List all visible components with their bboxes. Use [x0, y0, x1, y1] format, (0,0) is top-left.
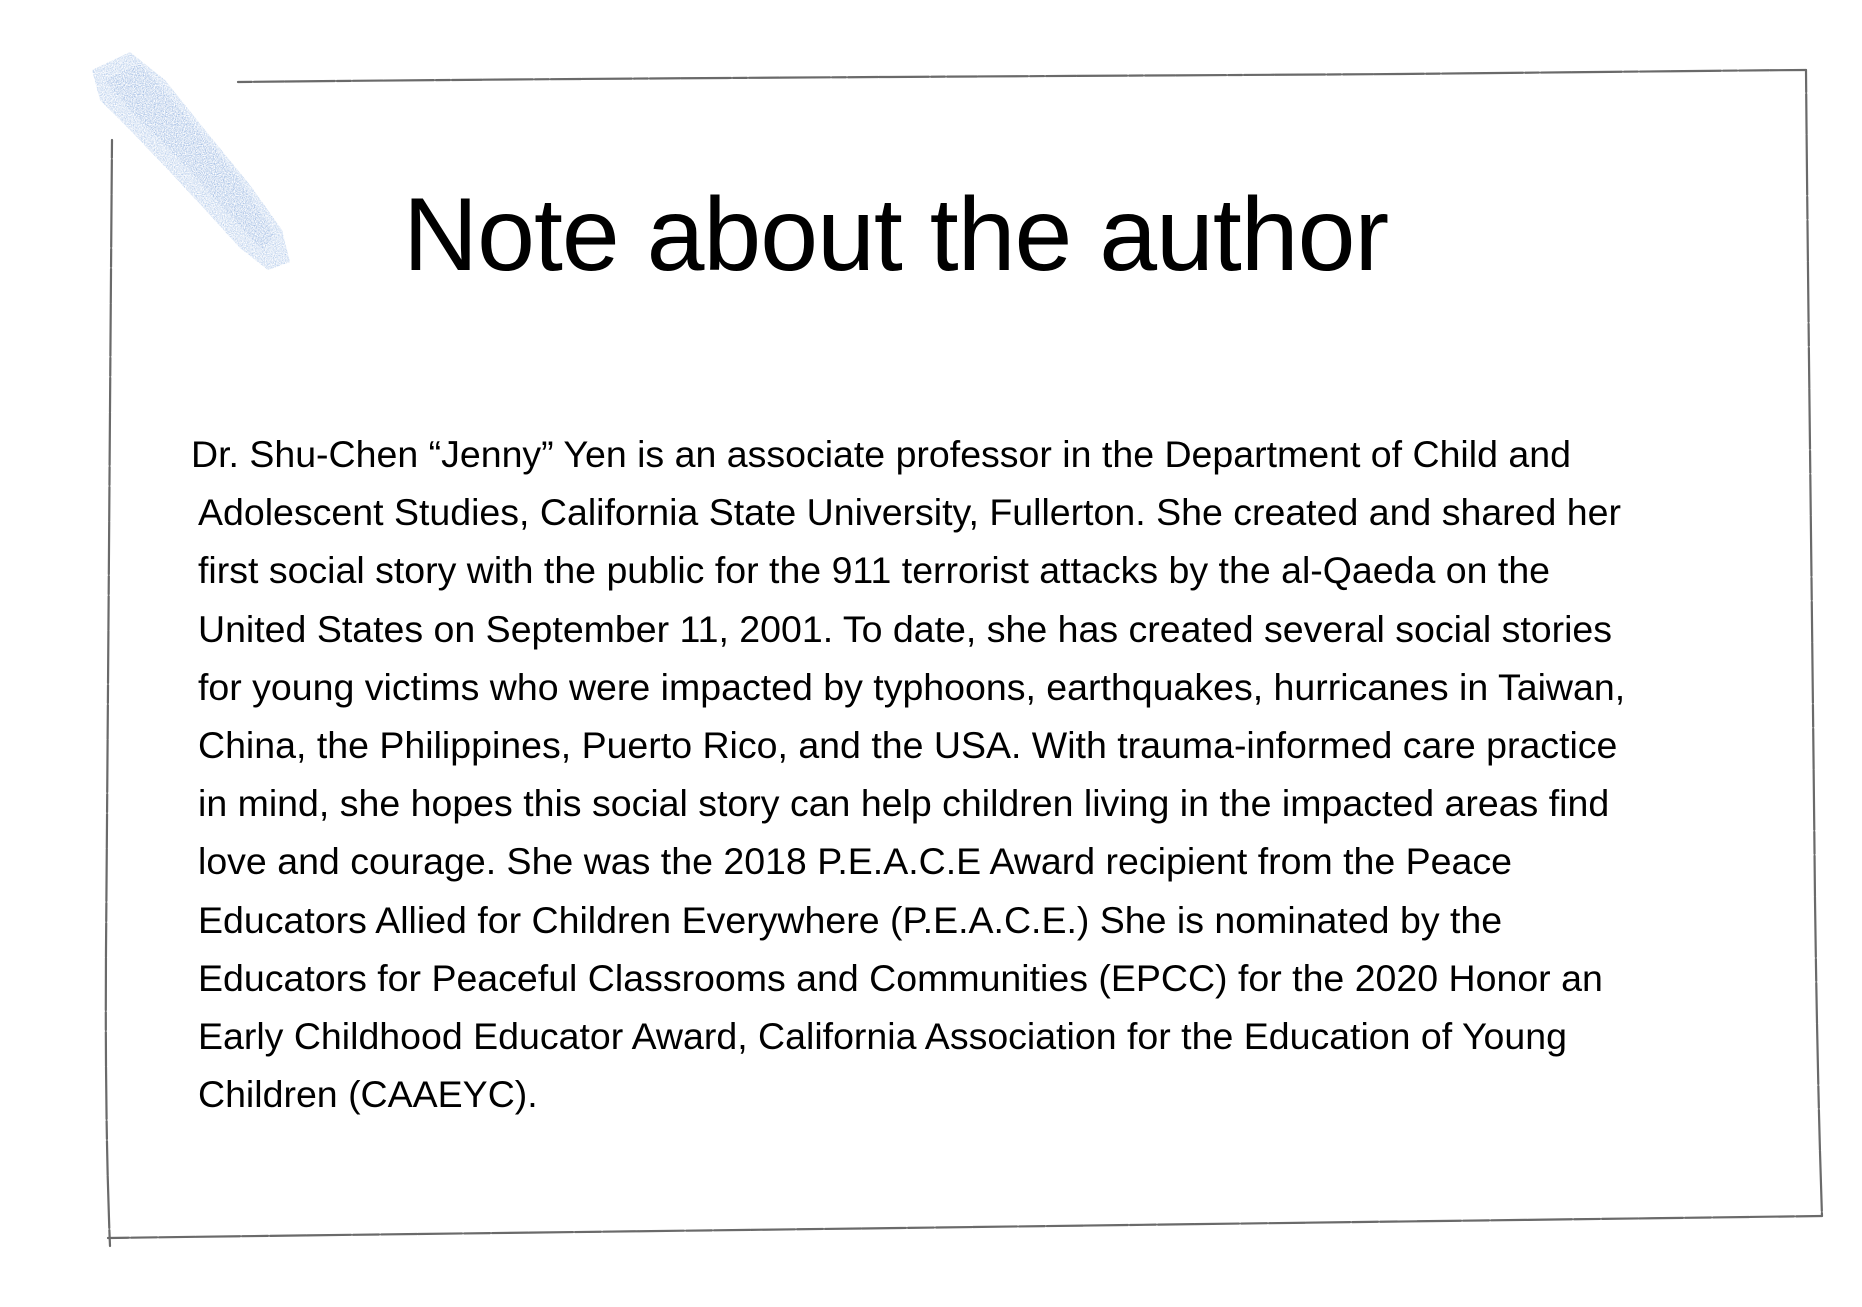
bio-line: Educators Allied for Children Everywhere (P.E.A.C.E.) She is nominated by the — [198, 898, 1503, 941]
author-bio — [191, 425, 1758, 1123]
bio-line: Dr. Shu-Chen “Jenny” Yen is an associate professor in the Department of Child and — [191, 433, 1571, 475]
bio-line: for young victims who were impacted by typhoons, earthquakes, hurricanes in Taiwan, — [198, 665, 1626, 708]
bio-line: Educators for Peaceful Classrooms and Communities (EPCC) for the 2020 Honor an — [198, 956, 1603, 999]
bio-line: China, the Philippines, Puerto Rico, and the USA. With trauma-informed care practice — [198, 724, 1618, 767]
bio-line: Children (CAAEYC). — [198, 1073, 538, 1116]
bio-line: in mind, she hopes this social story can help children living in the impacted areas find — [198, 782, 1610, 825]
bio-line: first social story with the public for the 911 terrorist attacks by the al-Qaeda on the — [198, 549, 1551, 592]
bio-line: love and courage. She was the 2018 P.E.A.C.E Award recipient from the Peace — [198, 840, 1513, 883]
bio-line: Early Childhood Educator Award, California Association for the Education of Young — [198, 1015, 1567, 1058]
bio-line: United States on September 11, 2001. To date, she has created several social stories — [198, 607, 1613, 650]
page-title: Note about the author — [403, 177, 1389, 293]
bio-line: Adolescent Studies, California State University, Fullerton. She created and shared her — [198, 491, 1621, 534]
